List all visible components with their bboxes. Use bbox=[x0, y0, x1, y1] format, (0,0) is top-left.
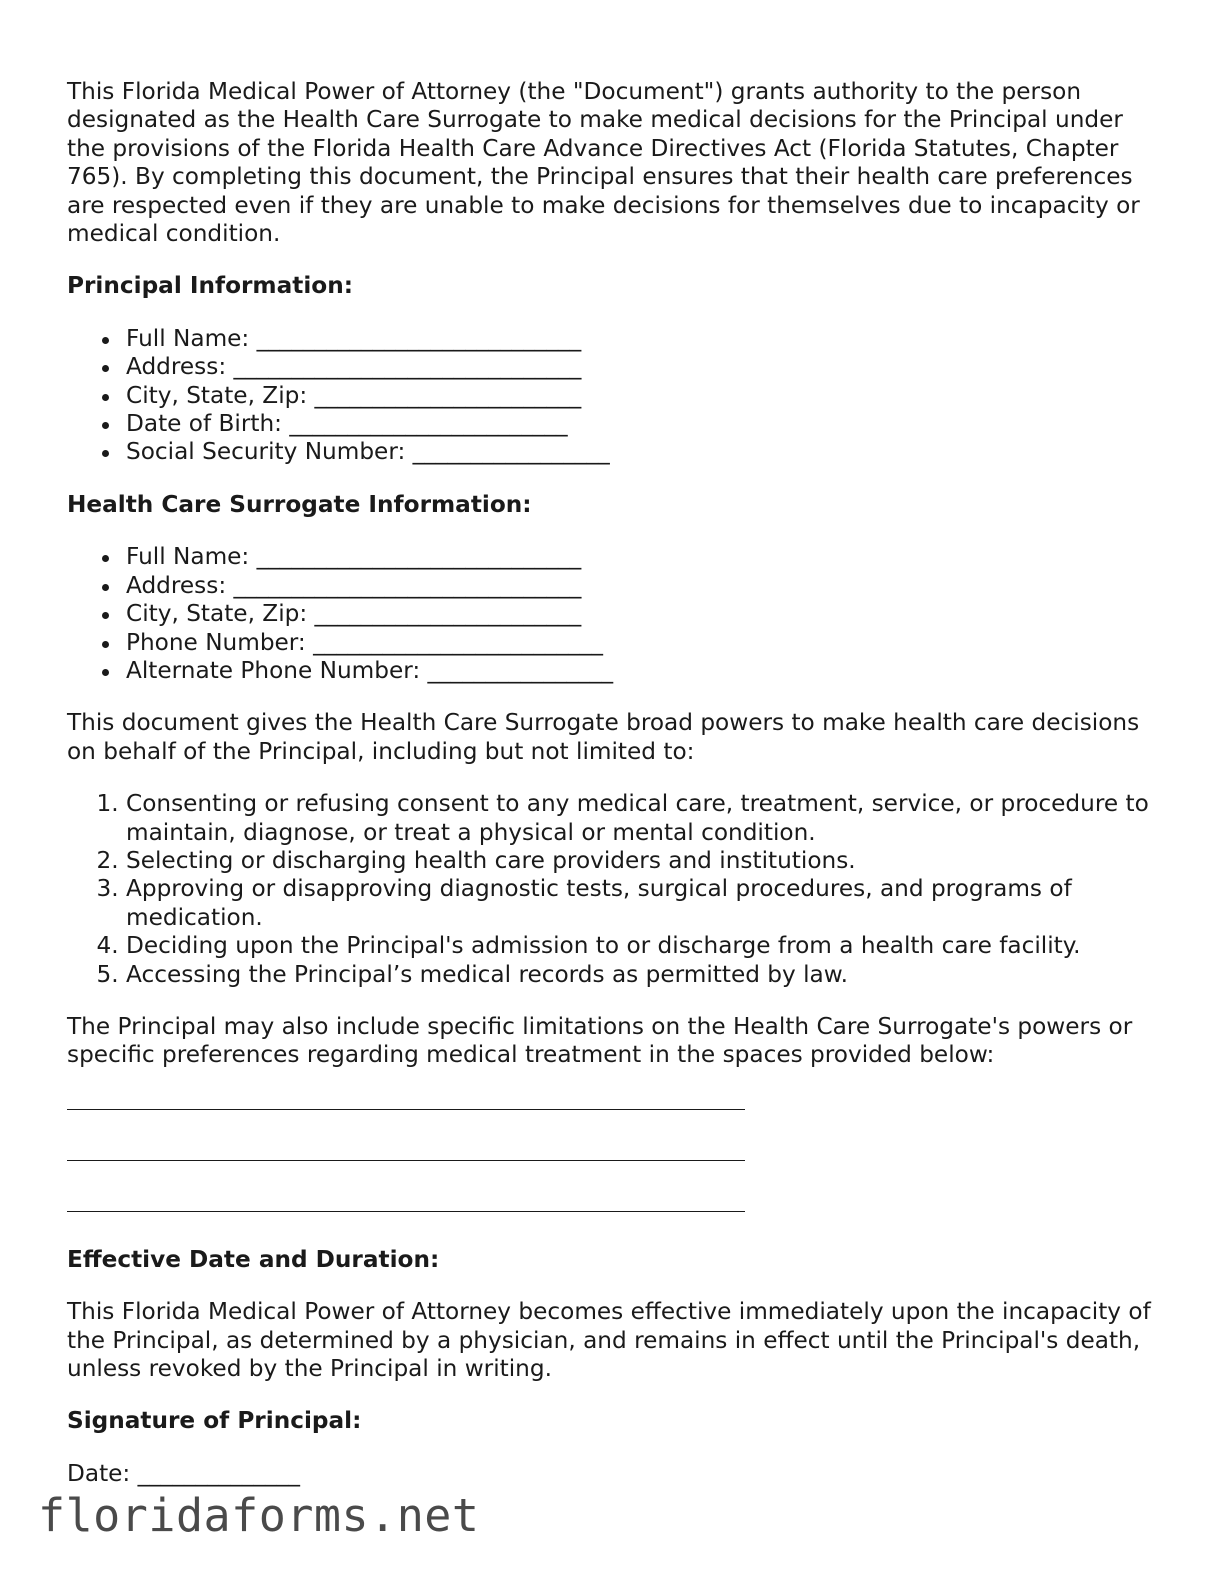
principal-info-heading: Principal Information: bbox=[67, 272, 353, 300]
power-item: 3. Approving or disapproving diagnostic tests, surgical procedures, and programs of medication. bbox=[126, 875, 1157, 932]
surrogate-city-state-zip-field: City, State, Zip: _______________________ bbox=[126, 600, 1157, 628]
limitation-blank-line bbox=[67, 1109, 745, 1110]
limitations-paragraph: The Principal may also include specific limitations on the Health Care Surrogate's powers or specific preferences regarding medical treatment in the spaces provided below: bbox=[67, 1012, 1133, 1069]
power-item: 2. Selecting or discharging health care providers and institutions. bbox=[126, 847, 1157, 875]
surrogate-phone-field: Phone Number: _________________________ bbox=[126, 629, 1157, 657]
effective-date-paragraph: This Florida Medical Power of Attorney becomes effective immediately upon the incapacity of the Principal, as determined by a physician, and remains in effect until the Principal's death, unless revoked by the Principal in writing. bbox=[67, 1298, 1151, 1382]
principal-address-field: Address: ______________________________ bbox=[126, 353, 1157, 381]
powers-intro-paragraph: This document gives the Health Care Surrogate broad powers to make health care decisions on behalf of the Principal, including but not limited to: bbox=[67, 709, 1140, 765]
principal-city-state-zip-field: City, State, Zip: _______________________ bbox=[126, 382, 1157, 410]
document-page bbox=[67, 78, 1157, 1488]
power-item: 1. Consenting or refusing consent to any medical care, treatment, service, or procedure to maintain, diagnose, or treat a physical or mental condition. bbox=[126, 790, 1157, 847]
limitation-blank-line bbox=[67, 1160, 745, 1161]
surrogate-address-field: Address: ______________________________ bbox=[126, 572, 1157, 600]
intro-paragraph: This Florida Medical Power of Attorney (the "Document") grants authority to the person designated as the Health Care Surrogate to make medical decisions for the Principal under the provisions of the Florida Health Care Advance Directives Act (Florida Statutes, Chapter 765). By completing this document, the Principal ensures that their health care preferences are respected even if they are unable to make decisions for themselves due to incapacity or medical condition. bbox=[67, 78, 1140, 248]
watermark-logo: floridaforms.net bbox=[38, 1489, 480, 1542]
limitations-blank-lines bbox=[67, 1070, 1157, 1212]
surrogate-alt-phone-field: Alternate Phone Number: ________________ bbox=[126, 657, 1157, 685]
limitation-blank-line bbox=[67, 1211, 745, 1212]
signature-heading: Signature of Principal: bbox=[67, 1407, 362, 1435]
power-item: 4. Deciding upon the Principal's admission to or discharge from a health care facility. bbox=[126, 932, 1157, 960]
surrogate-info-fields bbox=[67, 543, 1157, 685]
principal-date-of-birth-field: Date of Birth: ________________________ bbox=[126, 410, 1157, 438]
principal-full-name-field: Full Name: ____________________________ bbox=[126, 325, 1157, 353]
power-item: 5. Accessing the Principal’s medical records as permitted by law. bbox=[126, 961, 1157, 989]
effective-date-heading: Effective Date and Duration: bbox=[67, 1245, 440, 1273]
principal-info-fields bbox=[67, 325, 1157, 467]
signature-date-field: Date: ______________ bbox=[67, 1459, 300, 1487]
principal-ssn-field: Social Security Number: _________________ bbox=[126, 438, 1157, 466]
surrogate-full-name-field: Full Name: ____________________________ bbox=[126, 543, 1157, 571]
powers-list bbox=[67, 790, 1157, 989]
surrogate-info-heading: Health Care Surrogate Information: bbox=[67, 490, 532, 518]
